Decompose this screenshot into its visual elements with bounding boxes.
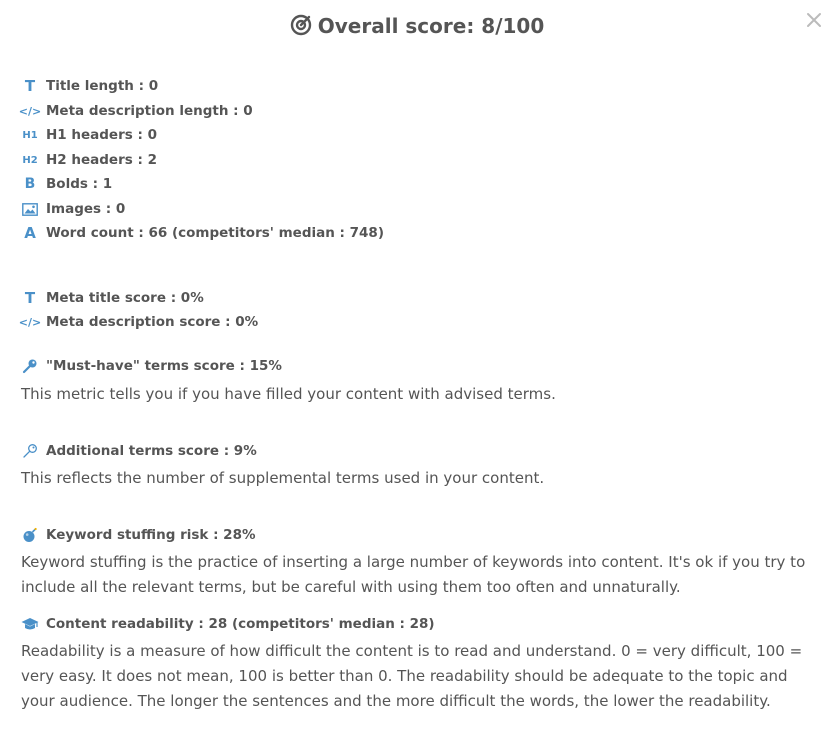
- stat-h2-headers: [21, 150, 157, 170]
- score-label: Keyword stuffing risk : 28%: [46, 527, 256, 543]
- score-additional: [21, 441, 257, 461]
- stat-label: H1 headers : 0: [46, 127, 157, 143]
- stat-label: Images : 0: [46, 201, 126, 217]
- readability-description: Readability is a measure of how difficult the content is to read and understand. 0 = very difficult, 100 = very easy. It does not mean, 100 is better than 0. The readability should be adequate to the topic and your audience. The longer the sentences and the more difficult the words, the lower the readability.: [21, 642, 803, 710]
- score-label: Meta title score : 0%: [46, 290, 204, 306]
- title-icon: T: [24, 289, 36, 307]
- bold-icon: B: [24, 176, 36, 192]
- stat-h1-headers: [21, 125, 157, 145]
- score-label: Additional terms score : 9%: [46, 443, 257, 459]
- score-label: "Must-have" terms score : 15%: [46, 358, 282, 374]
- code-icon: </>: [18, 315, 42, 329]
- score-keyword-stuffing: [21, 525, 256, 545]
- stat-label: Bolds : 1: [46, 176, 113, 192]
- stat-word-count: [21, 223, 384, 243]
- key-icon: [21, 358, 39, 374]
- score-must-have: [21, 356, 282, 376]
- stat-label: Title length : 0: [46, 78, 159, 94]
- must-have-description: This metric tells you if you have filled your content with advised terms.: [21, 385, 556, 403]
- stat-bolds: [21, 174, 112, 194]
- graduation-cap-icon: [21, 616, 39, 632]
- page-title: Overall score: 8/100: [317, 14, 545, 38]
- target-icon: [290, 14, 312, 36]
- font-icon: A: [24, 224, 36, 242]
- bomb-icon: [21, 527, 39, 543]
- page-title-row: [0, 14, 834, 38]
- score-meta-title: [21, 288, 204, 308]
- score-meta-description: [18, 312, 259, 332]
- code-icon: </>: [18, 104, 42, 118]
- stat-images: [21, 199, 125, 219]
- additional-description: This reflects the number of supplemental terms used in your content.: [21, 469, 545, 487]
- h2-icon: H2: [22, 154, 38, 166]
- score-label: Meta description score : 0%: [46, 314, 259, 330]
- score-readability: [21, 614, 435, 634]
- image-icon: [21, 201, 39, 217]
- key-outline-icon: [21, 443, 39, 459]
- stat-meta-description-length: [18, 101, 253, 121]
- stat-label: H2 headers : 2: [46, 152, 157, 168]
- h1-icon: H1: [22, 129, 38, 141]
- title-icon: T: [24, 77, 36, 95]
- stat-label: Meta description length : 0: [46, 103, 253, 119]
- keyword-stuffing-description: Keyword stuffing is the practice of inserting a large number of keywords into content. It's ok if you try to include all the relevant terms, but be careful with using them too often and unnaturally.: [21, 553, 806, 596]
- score-label: Content readability : 28 (competitors' median : 28): [46, 616, 435, 632]
- stat-title-length: [21, 76, 158, 96]
- stat-label: Word count : 66 (competitors' median : 748): [46, 225, 384, 241]
